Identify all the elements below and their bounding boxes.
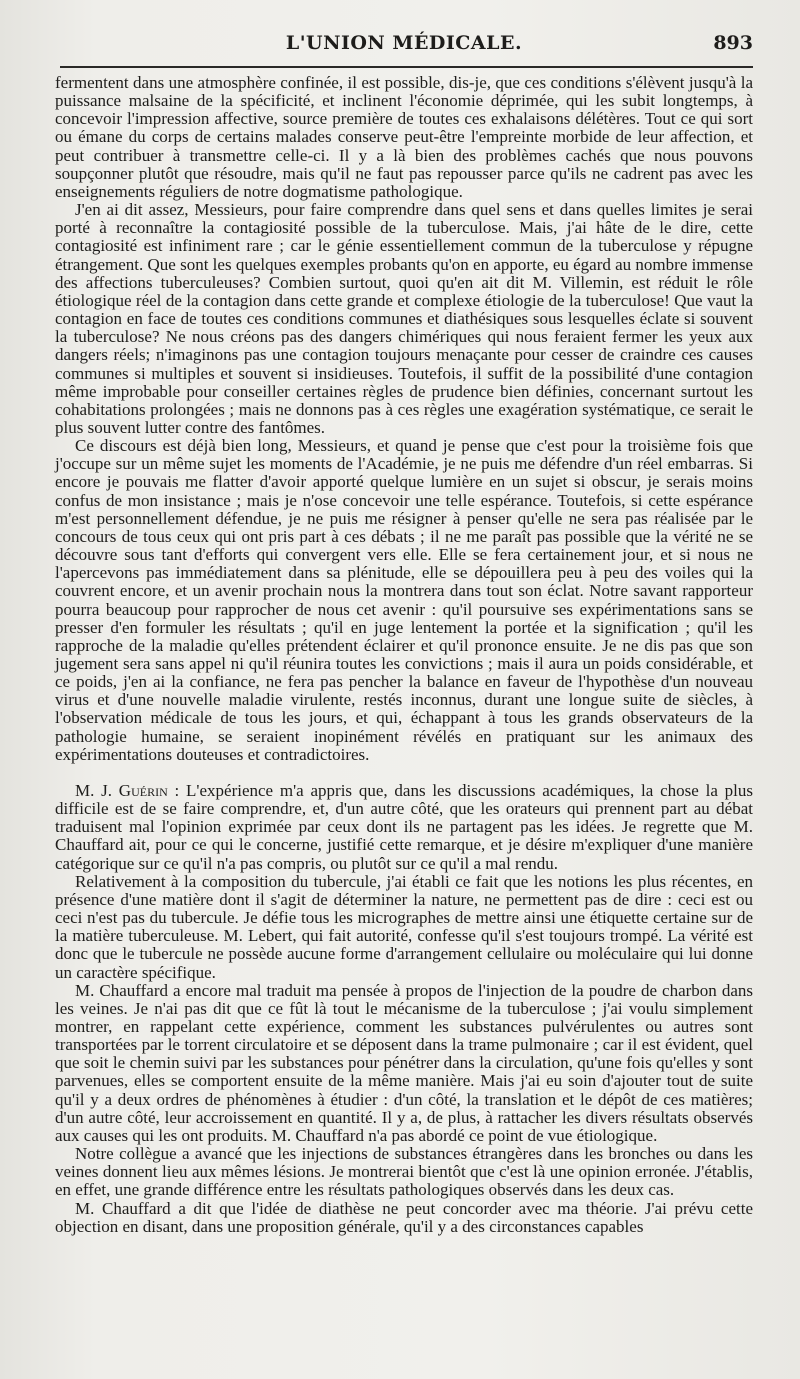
page-number: 893 — [713, 32, 753, 54]
speaker-name: M. J. Guérin : — [75, 780, 180, 800]
paragraph-conclusion: Ce discours est déjà bien long, Messieurs, et quand je pense que c'est pour la troisième fois que j'occupe sur un même sujet les moments de l'Académie, je ne puis me défendre d'un réel embarras. Si encore je pouvais me flatter d'avoir apporté quelque lumière en un sujet si obscur, je serais moins confus de mon insistance ; mais je n'ose concevoir une telle espérance. Toutefois, si cette espérance m'est personnellement défendue, je ne puis me résigner à penser qu'elle ne sera pas réalisée par le concours de tous ceux qui ont pris part à ces débats ; il ne me paraît pas possible que la vérité ne se découvre sous tant d'efforts qui convergent vers elle. Elle se fera certainement jour, et si nous ne l'apercevons pas immédiatement dans sa plénitude, elle se dépouillera peu à peu des voiles qui la couvrent encore, et un avenir prochain nous la montrera dans tout son éclat. Notre savant rapporteur pourra beaucoup pour rapprocher de nous cet avenir : qu'il poursuive ses expérimentations sans se presser d'en formuler les résultats ; qu'il en juge lentement la portée et la signification ; qu'il les rapproche de la maladie qu'elles prétendent éclairer et qu'il prononce ensuite. Je ne dis pas que son jugement sera sans appel ni qu'il réunira toutes les convictions ; mais il aura un poids considérable, et ce poids, j'en ai la confiance, ne fera pas pencher la balance en faveur de l'hypothèse d'un nouveau virus et d'une nouvelle maladie virulente, restés inconnus, durant une longue suite de siècles, à l'observation médicale de tous les jours, et qui, échappant à tous les grands observateurs de la pathologie humaine, se seraient inopinément révélés en pratiquant sur les animaux des expérimentations douteuses et contradictoires. — [55, 436, 753, 764]
paragraph-continuation: fermentent dans une atmosphère confinée, il est possible, dis-je, que ces conditions s'élèvent jusqu'à la puissance malsaine de la spécificité, et inclinent l'économie déprimée, qui les subit longtemps, à concevoir l'impression affective, source première de toutes ces exhalaisons délétères. Tout ce qui sort ou émane du corps de certains malades conserve peut-être l'empreinte morbide de leur affection, et peut contribuer à transmettre celle-ci. Il y a là bien des problèmes cachés que nous pouvons soupçonner plutôt que résoudre, mais qu'il ne faut pas repousser parce qu'ils ne cadrent pas avec les enseignements réguliers de notre dogmatisme pathologique. — [55, 73, 753, 201]
header-rule — [60, 66, 753, 68]
paragraph-tubercle-composition: Relativement à la composition du tubercule, j'ai établi ce fait que les notions les plus récentes, en présence d'une matière dont il s'agit de déterminer la nature, ne permettent pas de dire : ceci est ou ceci n'est pas du tubercule. Je défie tous les micrographes de mettre ainsi une étiquette certaine sur de la matière tuberculeuse. M. Lebert, qui fait autorité, confesse qu'il s'est toujours trompé. La vérité est donc que le tubercule ne possède aucune forme d'arrangement cellulaire ou moléculaire qui lui donne un caractère spécifique. — [55, 871, 753, 982]
paragraph-diathesis: M. Chauffard a dit que l'idée de diathèse ne peut concorder avec ma théorie. J'ai prévu cette objection en disant, dans une proposition générale, qu'il y a des circonstances capables — [55, 1198, 753, 1236]
paragraph-charcoal-injection: M. Chauffard a encore mal traduit ma pensée à propos de l'injection de la poudre de charbon dans les veines. Je n'ai pas dit que ce fût là tout le mécanisme de la tuberculose ; j'ai voulu simplement montrer, en rappelant cette expérience, comment les substances pulvérulentes ou autres sont transportées par le torrent circulatoire et se déposent dans la trame pulmonaire ; car il est évident, quel que soit le chemin suivi par les substances pour pénétrer dans la circulation, qu'une fois qu'elles y sont parvenues, elles se comportent ensuite de la même manière. Mais j'ai eu soin d'ajouter tout de suite qu'il y a deux ordres de phénomènes à étudier : d'un côté, la translation et le dépôt de ces matières; d'un autre côté, leur accroissement en quantité. Il y a, de plus, à rattacher les divers résultats observés aux causes qui les ont produits. M. Chauffard n'a pas abordé ce point de vue étiologique. — [55, 980, 753, 1145]
paragraph-guerin-reply — [55, 782, 753, 873]
paragraph-contagiosity: J'en ai dit assez, Messieurs, pour faire comprendre dans quel sens et dans quelles limites je serai porté à reconnaître la contagiosité possible de la tuberculose. Mais, j'ai hâte de le dire, cette contagiosité est infiniment rare ; car le génie essentiellement commun de la tuberculose y répugne étrangement. Que sont les quelques exemples probants qu'on en apporte, eu égard au nombre immense des affections tuberculeuses? Combien surtout, quoi qu'en ait dit M. Villemin, est réduit le rôle étiologique réel de la contagion dans cette grande et complexe étiologie de la tuberculose! Que vaut la contagion en face de toutes ces conditions communes et diathésiques sous lesquelles éclate si souvent la tuberculose? Ne nous créons pas des dangers chimériques qui nous feraient fermer les yeux aux dangers réels; n'imaginons pas une contagion toujours menaçante pour cesser de craindre ces causes communes si multiples et souvent si insidieuses. Toutefois, il suffit de la possibilité d'une contagion même improbable pour conseiller certaines règles de prudence bien définies, concernant surtout les cohabitations prolongées ; mais ne donnons pas à ces règles une exagération systématique, ce serait le plus souvent lutter contre des fantômes. — [55, 200, 753, 437]
running-header — [55, 28, 753, 60]
journal-title: L'UNION MÉDICALE. — [285, 32, 523, 54]
paragraph-injections-lesions: Notre collègue a avancé que les injections de substances étrangères dans les bronches ou dans les veines donnent lieu aux mêmes lésions. Je montrerai bientôt que c'est là une opinion erronée. J'établis, en effet, une grande différence entre les résultats pathologiques observés dans les deux cas. — [55, 1144, 753, 1200]
paragraph-text: L'expérience m'a appris que, dans les discussions académiques, la chose la plus difficile est de se faire comprendre, et, d'un autre côté, que les orateurs qui prennent part au débat traduisent mal l'opinion exprimée par ceux dont ils ne partagent pas les idées. Je regrette que M. Chauffard ait, pour ce qui le concerne, justifié cette remarque, et je désire m'expliquer d'une manière catégorique sur ce qu'il n'a pas compris, ou plutôt sur ce qu'il a mal rendu. — [55, 780, 753, 873]
article-body — [55, 74, 753, 1236]
